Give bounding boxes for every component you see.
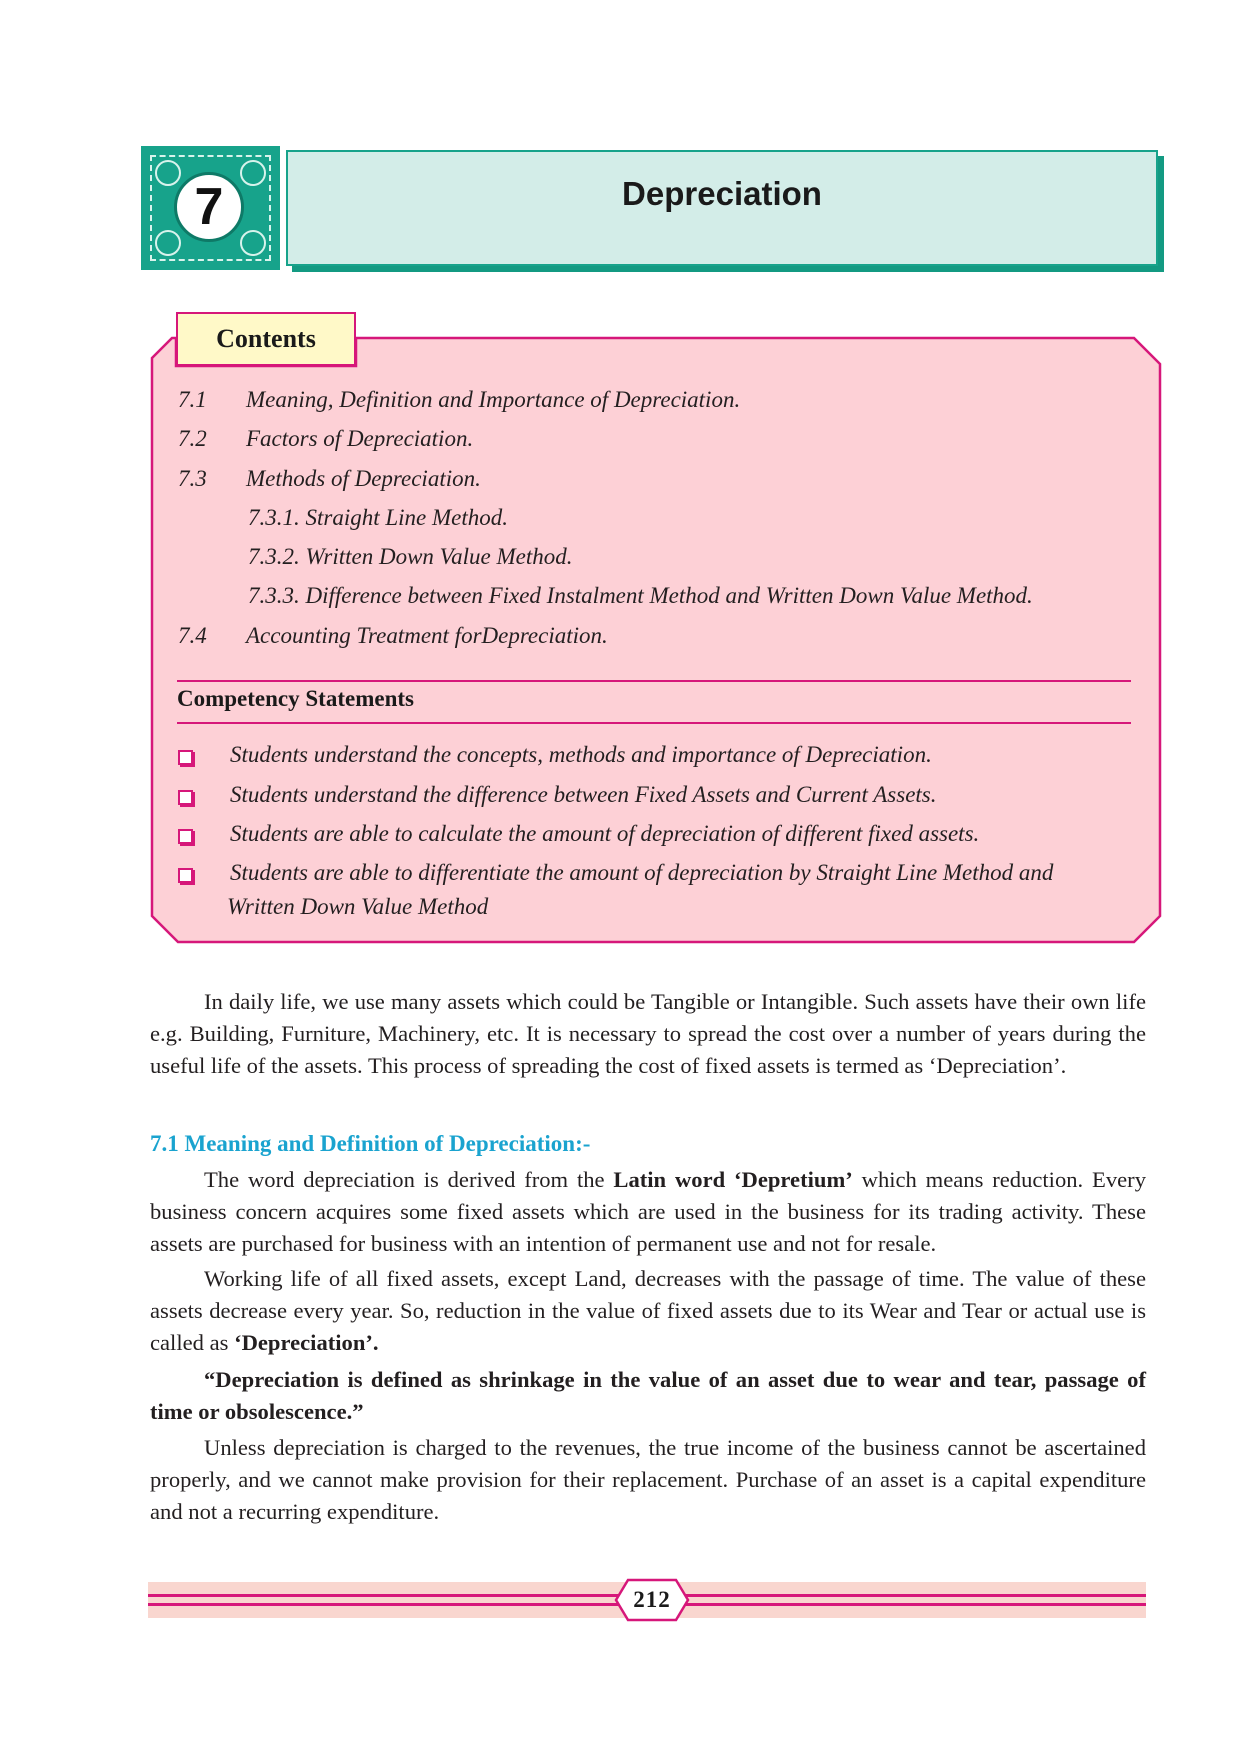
toc-item: Accounting Treatment forDepreciation. (246, 623, 608, 648)
toc-number: 7.4 (178, 623, 207, 648)
toc-subitem: 7.3.1. Straight Line Method. (248, 505, 509, 530)
competency-item: Students are able to differentiate the amount of depreciation by Straight Line Method and (230, 860, 1054, 885)
intro-paragraph: In daily life, we use many assets which could be Tangible or Intangible. Such assets have their own life e.g. Building, Furniture, Machinery, etc. It is necessary to spread the cost over a number of years during the useful life of the assets. This process of spreading the cost of fixed assets is termed as ‘Depreciation’. (150, 989, 1146, 1078)
contents-label: Contents (176, 312, 356, 366)
definition-quote: “Depreciation is defined as shrinkage in the value of an asset due to wear and tear, passage of time or obsolescence.” (150, 1367, 1146, 1424)
checkbox-bullet-icon (178, 750, 193, 765)
competency-item: Students understand the difference between Fixed Assets and Current Assets. (230, 782, 937, 807)
section-heading: 7.1 Meaning and Definition of Depreciation:- (150, 1131, 591, 1156)
checkbox-bullet-icon (178, 790, 193, 805)
checkbox-bullet-icon (178, 829, 193, 844)
page-number: 212 (633, 1587, 671, 1612)
chapter-number: 7 (174, 172, 244, 242)
text-run: Working life of all fixed assets, except Land, decreases with the passage of time. The value of these assets decrease every year. So, reduction in the value of fixed assets due to its Wear and Tear or actual use is called as (150, 1266, 1146, 1355)
checkbox-bullet-icon (178, 868, 193, 883)
toc-item: Methods of Depreciation. (246, 466, 481, 491)
chapter-title: Depreciation (622, 175, 822, 212)
toc-number: 7.2 (178, 426, 207, 451)
body-paragraph: Unless depreciation is charged to the revenues, the true income of the business cannot be ascertained properly, and we cannot make provision for their replacement. Purchase of an asset is a capital expenditure and not a recurring expenditure. (150, 1435, 1146, 1524)
competency-heading: Competency Statements (177, 686, 414, 711)
toc-subitem: 7.3.3. Difference between Fixed Instalment Method and Written Down Value Method. (248, 583, 1033, 608)
bold-term: Latin word ‘Depretium’ (613, 1167, 853, 1192)
toc-item: Meaning, Definition and Importance of Depreciation. (246, 387, 741, 412)
text-run: The word depreciation is derived from the (204, 1167, 614, 1192)
body-paragraph (150, 1164, 1146, 1260)
page-number-badge (614, 1578, 690, 1622)
toc-number: 7.1 (178, 387, 207, 412)
competency-item-continuation: Written Down Value Method (227, 894, 489, 919)
toc-subitem: 7.3.2. Written Down Value Method. (248, 544, 573, 569)
competency-item: Students are able to calculate the amount of depreciation of different fixed assets. (230, 821, 980, 846)
bold-term: ‘Depreciation’. (234, 1330, 379, 1355)
body-paragraph (150, 1263, 1146, 1359)
divider (177, 680, 1131, 682)
divider (177, 722, 1131, 724)
toc-number: 7.3 (178, 466, 207, 491)
toc-item: Factors of Depreciation. (246, 426, 474, 451)
text-run: which means reduction. Every business concern acquires some fixed assets which are used in the business for its trading activity. These assets are purchased for business with an intention of permanent use and not for resale. (150, 1167, 1146, 1256)
competency-item: Students understand the concepts, methods and importance of Depreciation. (230, 742, 932, 767)
